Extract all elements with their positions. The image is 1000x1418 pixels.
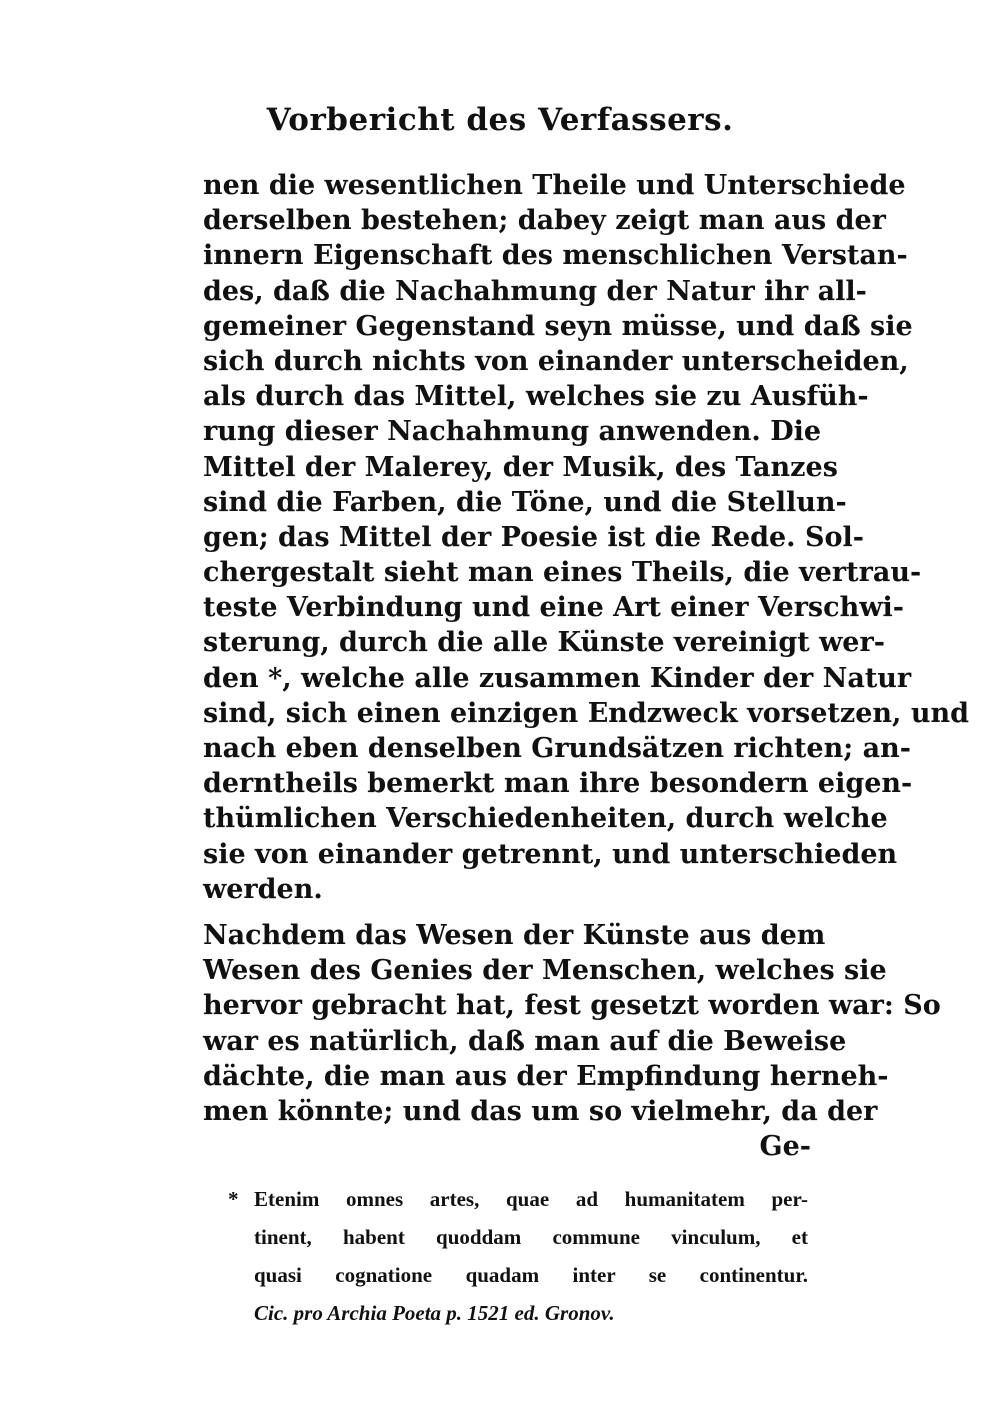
text-line: men könnte; und das um so vielmehr, da der	[203, 1095, 878, 1127]
text-line: war es natürlich, daß man auf die Beweise	[203, 1025, 847, 1057]
text-line: Mittel der Malerey, der Musik, des Tanzes	[203, 451, 838, 483]
text-line: Nachdem das Wesen der Künste aus dem	[203, 920, 826, 951]
text-line: sterung, durch die alle Künste vereinigt wer-	[203, 627, 885, 659]
text-line: sind, sich einen einzigen Endzweck vorsetzen, und	[203, 697, 969, 729]
text-line: gemeiner Gegenstand seyn müsse, und daß sie	[203, 310, 913, 342]
text-line: Wesen des Genies der Menschen, welches sie	[203, 955, 887, 987]
text-line: hervor gebracht hat, fest gesetzt worden war: So	[203, 990, 941, 1022]
footnote-line: quasi cognatione quadam inter se continentur.	[254, 1263, 808, 1287]
text-line: werden.	[203, 873, 323, 905]
text-line: derntheils bemerkt man ihre besondern eigen-	[203, 768, 913, 800]
text-line: dächte, die man aus der Empfindung herneh-	[203, 1060, 889, 1092]
text-line: des, daß die Nachahmung der Natur ihr all-	[203, 275, 867, 307]
footnote-line	[228, 1180, 808, 1218]
text-line: als durch das Mittel, welches sie zu Ausfüh-	[203, 381, 869, 413]
catchword: Ge-	[759, 1131, 811, 1163]
paragraph-2	[203, 918, 941, 1164]
text-line: chergestalt sieht man eines Theils, die vertrau-	[203, 557, 922, 589]
text-line: innern Eigenschaft des menschlichen Verstan-	[203, 240, 908, 272]
text-line: derselben bestehen; dabey zeigt man aus der	[203, 205, 886, 237]
text-line: sich durch nichts von einander unterscheiden,	[203, 345, 909, 377]
footnote	[228, 1180, 808, 1332]
footnote-citation: Cic. pro Archia Poeta p. 1521 ed. Gronov.	[254, 1301, 615, 1325]
text-line: nen die wesentlichen Theile und Unterschiede	[203, 170, 906, 201]
footnote-line: tinent, habent quoddam commune vinculum, et	[254, 1225, 808, 1249]
text-line: teste Verbindung und eine Art einer Verschwi-	[203, 592, 904, 624]
text-line: gen; das Mittel der Poesie ist die Rede. Sol-	[203, 521, 864, 553]
paragraph-1	[203, 168, 969, 907]
footnote-marker: *	[228, 1187, 239, 1211]
footnote-text: Etenim omnes artes, quae ad humanitatem per-	[254, 1187, 808, 1211]
text-line: sie von einander getrennt, und unterschieden	[203, 838, 898, 870]
text-line: nach eben denselben Grundsätzen richten; an-	[203, 733, 911, 764]
text-line: den *, welche alle zusammen Kinder der Natur	[203, 662, 912, 694]
text-line: rung dieser Nachahmung anwenden. Die	[203, 416, 822, 448]
text-line: thümlichen Verschiedenheiten, durch welche	[203, 803, 888, 835]
running-head: Vorbericht des Verfassers.	[266, 102, 734, 138]
text-line: sind die Farben, die Töne, und die Stellun-	[203, 486, 847, 518]
